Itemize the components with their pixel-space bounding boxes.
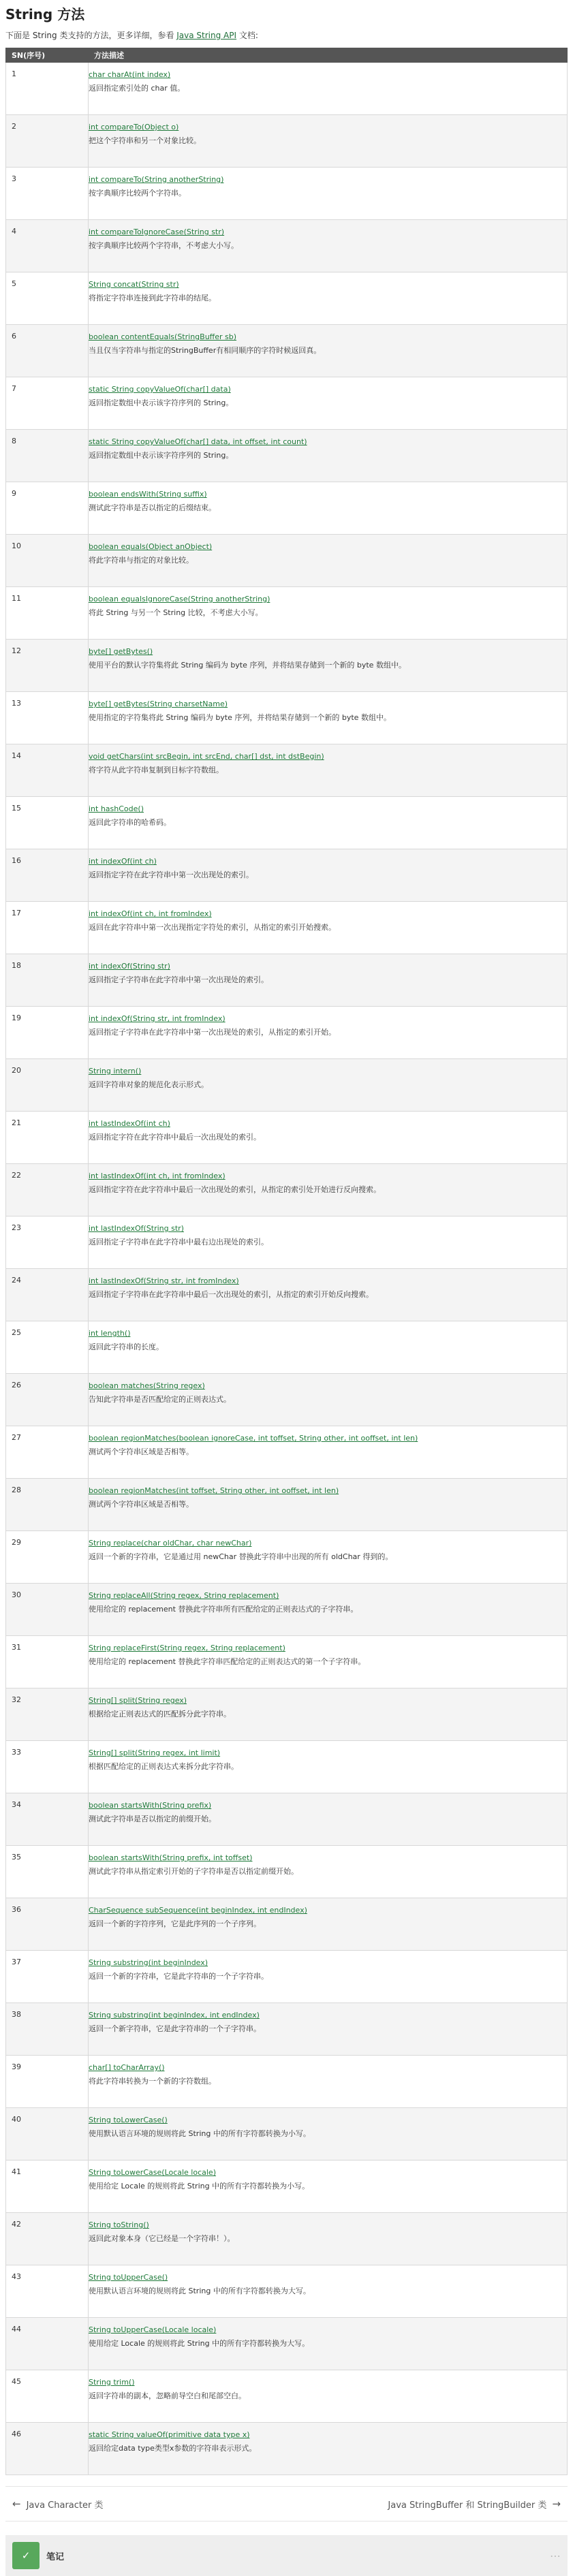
row-description	[89, 1321, 568, 1374]
method-description: 使用指定的字符集将此 String 编码为 byte 序列，并将结果存储到一个新的 byte 数组中。	[89, 713, 391, 722]
intro-text	[5, 30, 568, 41]
method-description: 返回指定子字符串在此字符串中最右边出现处的索引。	[89, 1238, 268, 1246]
row-number: 13	[6, 692, 89, 744]
table-row	[6, 692, 568, 744]
row-number: 37	[6, 1951, 89, 2003]
method-signature-link[interactable]: char[] toCharArray()	[89, 2063, 165, 2072]
table-row	[6, 63, 568, 115]
method-description: 返回指定字符在此字符串中最后一次出现处的索引，从指定的索引处开始进行反向搜索。	[89, 1185, 381, 1194]
row-description	[89, 849, 568, 902]
row-description	[89, 1426, 568, 1479]
method-description: 使用给定 Locale 的规则将此 String 中的所有字符都转换为大写。	[89, 2339, 310, 2348]
method-signature-link[interactable]: boolean startsWith(String prefix)	[89, 1801, 212, 1810]
row-description	[89, 2003, 568, 2056]
more-icon[interactable]: ⋯	[550, 2549, 561, 2562]
method-signature-link[interactable]: boolean equals(Object anObject)	[89, 542, 213, 551]
row-description	[89, 1951, 568, 2003]
method-signature-link[interactable]: String trim()	[89, 2378, 135, 2387]
row-number: 16	[6, 849, 89, 902]
table-row	[6, 1741, 568, 1793]
method-signature-link[interactable]: String toLowerCase(Locale locale)	[89, 2168, 216, 2177]
method-signature-link[interactable]: String replaceAll(String regex, String replacement)	[89, 1591, 279, 1600]
row-description	[89, 168, 568, 220]
method-description: 将此字符串转换为一个新的字符数组。	[89, 2077, 216, 2086]
row-number: 28	[6, 1479, 89, 1531]
method-signature-link[interactable]: int hashCode()	[89, 804, 144, 813]
row-description	[89, 1164, 568, 1216]
row-description	[89, 272, 568, 325]
row-number: 17	[6, 902, 89, 954]
method-signature-link[interactable]: String toString()	[89, 2220, 149, 2229]
method-signature-link[interactable]: int lastIndexOf(int ch)	[89, 1119, 170, 1128]
table-row	[6, 1479, 568, 1531]
row-description	[89, 692, 568, 744]
method-signature-link[interactable]: boolean startsWith(String prefix, int toffset)	[89, 1853, 253, 1862]
table-row	[6, 2370, 568, 2423]
method-description: 测试两个字符串区域是否相等。	[89, 1500, 193, 1509]
table-row	[6, 2318, 568, 2370]
row-description	[89, 1007, 568, 1059]
row-description	[89, 1741, 568, 1793]
method-signature-link[interactable]: static String valueOf(primitive data type x)	[89, 2430, 250, 2439]
method-signature-link[interactable]: boolean regionMatches(boolean ignoreCase, int toffset, String other, int ooffset, int len)	[89, 1434, 418, 1443]
table-row	[6, 115, 568, 168]
method-signature-link[interactable]: int compareToIgnoreCase(String str)	[89, 227, 225, 236]
row-number: 19	[6, 1007, 89, 1059]
table-row	[6, 902, 568, 954]
row-description	[89, 2265, 568, 2318]
arrow-left-icon: ←	[12, 2498, 21, 2510]
row-description	[89, 2318, 568, 2370]
method-description: 返回指定数组中表示该字符序列的 String。	[89, 398, 234, 407]
row-number: 46	[6, 2423, 89, 2475]
method-description: 测试此字符串是否以指定的后缀结束。	[89, 503, 216, 512]
method-signature-link[interactable]: String toUpperCase(Locale locale)	[89, 2325, 217, 2334]
row-description	[89, 1584, 568, 1636]
row-description	[89, 1112, 568, 1164]
method-signature-link[interactable]: int indexOf(int ch)	[89, 857, 157, 866]
method-description: 返回指定子字符串在此字符串中第一次出现处的索引，从指定的索引开始。	[89, 1028, 336, 1037]
table-row	[6, 1216, 568, 1269]
intro-prefix: 下面是 String 类支持的方法，更多详细，参看	[5, 31, 177, 40]
method-signature-link[interactable]: int lastIndexOf(int ch, int fromIndex)	[89, 1172, 226, 1180]
method-description: 根据匹配给定的正则表达式来拆分此字符串。	[89, 1762, 238, 1771]
table-row	[6, 2265, 568, 2318]
method-description: 使用默认语言环境的规则将此 String 中的所有字符都转换为大写。	[89, 2287, 311, 2295]
method-description: 使用默认语言环境的规则将此 String 中的所有字符都转换为小写。	[89, 2129, 311, 2138]
row-description	[89, 430, 568, 482]
row-number: 44	[6, 2318, 89, 2370]
page-title: String 方法	[5, 6, 85, 22]
arrow-right-icon: →	[552, 2498, 561, 2510]
row-number: 5	[6, 272, 89, 325]
method-description: 返回字符串对象的规范化表示形式。	[89, 1080, 208, 1089]
row-description	[89, 377, 568, 430]
method-signature-link[interactable]: boolean matches(String regex)	[89, 1381, 205, 1390]
prev-page-label: Java Character 类	[26, 2500, 104, 2511]
method-signature-link[interactable]: String[] split(String regex, int limit)	[89, 1748, 221, 1757]
column-header-description: 方法描述	[89, 48, 568, 63]
method-signature-link[interactable]: int indexOf(String str, int fromIndex)	[89, 1014, 226, 1023]
row-description	[89, 325, 568, 377]
method-description: 返回此对象本身（它已经是一个字符串！）。	[89, 2234, 235, 2243]
row-number: 33	[6, 1741, 89, 1793]
method-signature-link[interactable]: String intern()	[89, 1067, 142, 1075]
row-description	[89, 2213, 568, 2265]
row-description	[89, 1374, 568, 1426]
row-number: 22	[6, 1164, 89, 1216]
table-row	[6, 1426, 568, 1479]
method-description: 返回指定子字符串在此字符串中第一次出现处的索引。	[89, 975, 268, 984]
row-number: 10	[6, 535, 89, 587]
method-signature-link[interactable]: String concat(String str)	[89, 280, 179, 289]
row-description	[89, 640, 568, 692]
row-description	[89, 1898, 568, 1951]
row-description	[89, 63, 568, 115]
row-number: 4	[6, 220, 89, 272]
method-description: 根据给定正则表达式的匹配拆分此字符串。	[89, 1710, 231, 1718]
method-description: 使用给定的 replacement 替换此字符串匹配给定的正则表达式的第一个子字符串。	[89, 1657, 366, 1666]
row-description	[89, 2056, 568, 2108]
table-row	[6, 1059, 568, 1112]
table-row	[6, 168, 568, 220]
method-description: 将此 String 与另一个 String 比较，不考虑大小写。	[89, 608, 263, 617]
row-description	[89, 1531, 568, 1584]
method-description: 把这个字符串和另一个对象比较。	[89, 136, 201, 145]
table-header-row	[6, 48, 568, 63]
row-description	[89, 220, 568, 272]
method-description: 返回指定字符在此字符串中第一次出现处的索引。	[89, 870, 253, 879]
table-row	[6, 1951, 568, 2003]
method-signature-link[interactable]: boolean endsWith(String suffix)	[89, 490, 207, 499]
method-signature-link[interactable]: int lastIndexOf(String str)	[89, 1224, 184, 1233]
table-row	[6, 640, 568, 692]
column-header-sn: SN(序号)	[6, 48, 89, 63]
row-description	[89, 2108, 568, 2161]
method-signature-link[interactable]: String[] split(String regex)	[89, 1696, 187, 1705]
method-description: 返回指定数组中表示该字符序列的 String。	[89, 451, 234, 460]
method-description: 测试两个字符串区域是否相等。	[89, 1447, 193, 1456]
row-number: 40	[6, 2108, 89, 2161]
row-number: 8	[6, 430, 89, 482]
row-number: 1	[6, 63, 89, 115]
row-description	[89, 2423, 568, 2475]
row-description	[89, 2370, 568, 2423]
methods-table	[5, 48, 568, 2475]
row-number: 43	[6, 2265, 89, 2318]
table-row	[6, 1584, 568, 1636]
row-description	[89, 1479, 568, 1531]
method-description: 返回一个新字符串，它是此字符串的一个子字符串。	[89, 2024, 261, 2033]
method-signature-link[interactable]: int length()	[89, 1329, 131, 1338]
row-description	[89, 482, 568, 535]
row-number: 9	[6, 482, 89, 535]
method-description: 返回指定字符在此字符串中最后一次出现处的索引。	[89, 1133, 261, 1142]
row-description	[89, 1636, 568, 1688]
prev-page-link[interactable]	[12, 2498, 103, 2511]
table-row	[6, 1846, 568, 1898]
method-description: 将字符从此字符串复制到目标字符数组。	[89, 766, 223, 774]
table-row	[6, 1321, 568, 1374]
method-signature-link[interactable]: String substring(int beginIndex)	[89, 1958, 208, 1967]
method-signature-link[interactable]: int indexOf(String str)	[89, 962, 170, 971]
row-number: 32	[6, 1688, 89, 1741]
row-number: 27	[6, 1426, 89, 1479]
method-description: 测试此字符串从指定索引开始的子字符串是否以指定前缀开始。	[89, 1867, 298, 1876]
row-number: 24	[6, 1269, 89, 1321]
method-description: 按字典顺序比较两个字符串，不考虑大小写。	[89, 241, 238, 250]
row-description	[89, 115, 568, 168]
row-description	[89, 1846, 568, 1898]
method-description: 返回指定索引处的 char 值。	[89, 84, 185, 93]
row-description	[89, 902, 568, 954]
table-row	[6, 587, 568, 640]
row-description	[89, 797, 568, 849]
next-page-link[interactable]	[388, 2498, 561, 2511]
row-description	[89, 535, 568, 587]
method-signature-link[interactable]: byte[] getBytes()	[89, 647, 153, 656]
table-row	[6, 954, 568, 1007]
row-number: 12	[6, 640, 89, 692]
method-description: 使用给定的 replacement 替换此字符串所有匹配给定的正则表达式的子字符串。	[89, 1605, 358, 1614]
notes-section-header[interactable]	[12, 2542, 64, 2569]
row-description	[89, 1793, 568, 1846]
row-number: 26	[6, 1374, 89, 1426]
method-description: 返回字符串的副本，忽略前导空白和尾部空白。	[89, 2391, 246, 2400]
row-number: 23	[6, 1216, 89, 1269]
row-number: 29	[6, 1531, 89, 1584]
method-description: 告知此字符串是否匹配给定的正则表达式。	[89, 1395, 231, 1404]
row-description	[89, 744, 568, 797]
method-description: 返回此字符串的长度。	[89, 1342, 164, 1351]
table-row	[6, 2056, 568, 2108]
row-number: 30	[6, 1584, 89, 1636]
method-description: 测试此字符串是否以指定的前缀开始。	[89, 1815, 216, 1823]
row-number: 7	[6, 377, 89, 430]
method-description: 按字典顺序比较两个字符串。	[89, 189, 186, 198]
table-row	[6, 325, 568, 377]
table-row	[6, 1531, 568, 1584]
method-description: 当且仅当字符串与指定的StringBuffer有相同顺序的字符时候返回真。	[89, 346, 322, 355]
row-number: 31	[6, 1636, 89, 1688]
method-description: 使用给定 Locale 的规则将此 String 中的所有字符都转换为小写。	[89, 2182, 310, 2190]
method-description: 返回指定子字符串在此字符串中最后一次出现处的索引，从指定的索引开始反向搜索。	[89, 1290, 373, 1299]
table-row	[6, 482, 568, 535]
row-number: 21	[6, 1112, 89, 1164]
row-description	[89, 1216, 568, 1269]
table-row	[6, 2213, 568, 2265]
row-number: 42	[6, 2213, 89, 2265]
table-row	[6, 1164, 568, 1216]
table-row	[6, 797, 568, 849]
method-signature-link[interactable]: void getChars(int srcBegin, int srcEnd, char[] dst, int dstBegin)	[89, 752, 324, 761]
row-number: 39	[6, 2056, 89, 2108]
row-number: 15	[6, 797, 89, 849]
method-description: 返回一个新的字符串，它是通过用 newChar 替换此字符串中出现的所有 oldChar 得到的。	[89, 1552, 393, 1561]
table-row	[6, 1269, 568, 1321]
row-description	[89, 1059, 568, 1112]
method-description: 返回一个新的字符串，它是此字符串的一个子字符串。	[89, 1972, 268, 1981]
row-number: 2	[6, 115, 89, 168]
table-row	[6, 1112, 568, 1164]
footer-bar	[5, 2535, 568, 2576]
row-number: 25	[6, 1321, 89, 1374]
row-number: 41	[6, 2161, 89, 2213]
table-row	[6, 849, 568, 902]
method-signature-link[interactable]: String replace(char oldChar, char newChar)	[89, 1539, 252, 1548]
table-row	[6, 2423, 568, 2475]
table-row	[6, 744, 568, 797]
method-signature-link[interactable]: char charAt(int index)	[89, 70, 171, 79]
table-row	[6, 1636, 568, 1688]
method-signature-link[interactable]: String toLowerCase()	[89, 2116, 168, 2124]
table-row	[6, 535, 568, 587]
method-description: 返回给定data type类型x参数的字符串表示形式。	[89, 2444, 257, 2453]
java-string-api-link[interactable]: Java String API	[176, 31, 237, 40]
row-number: 45	[6, 2370, 89, 2423]
method-signature-link[interactable]: boolean regionMatches(int toffset, String other, int ooffset, int len)	[89, 1486, 339, 1495]
row-description	[89, 587, 568, 640]
row-description	[89, 954, 568, 1007]
row-description	[89, 2161, 568, 2213]
method-signature-link[interactable]: int compareTo(Object o)	[89, 123, 179, 131]
method-description: 将指定字符串连接到此字符串的结尾。	[89, 294, 216, 302]
intro-suffix: 文档:	[236, 31, 258, 40]
row-number: 35	[6, 1846, 89, 1898]
table-row	[6, 2003, 568, 2056]
method-signature-link[interactable]: String replaceFirst(String regex, String replacement)	[89, 1644, 285, 1652]
table-row	[6, 272, 568, 325]
method-signature-link[interactable]: boolean equalsIgnoreCase(String anotherString)	[89, 595, 270, 603]
row-number: 6	[6, 325, 89, 377]
method-signature-link[interactable]: byte[] getBytes(String charsetName)	[89, 700, 228, 708]
method-signature-link[interactable]: int compareTo(String anotherString)	[89, 175, 224, 184]
method-signature-link[interactable]: static String copyValueOf(char[] data, int offset, int count)	[89, 437, 307, 446]
row-number: 36	[6, 1898, 89, 1951]
row-number: 14	[6, 744, 89, 797]
method-description: 返回在此字符串中第一次出现指定字符处的索引，从指定的索引开始搜索。	[89, 923, 336, 932]
table-row	[6, 1793, 568, 1846]
method-signature-link[interactable]: String substring(int beginIndex, int endIndex)	[89, 2011, 260, 2020]
row-number: 3	[6, 168, 89, 220]
method-signature-link[interactable]: boolean contentEquals(StringBuffer sb)	[89, 332, 237, 341]
row-description	[89, 1269, 568, 1321]
table-row	[6, 377, 568, 430]
page-navigation	[5, 2486, 568, 2522]
method-signature-link[interactable]: CharSequence subSequence(int beginIndex, int endIndex)	[89, 1906, 307, 1915]
method-signature-link[interactable]: int lastIndexOf(String str, int fromIndex)	[89, 1276, 239, 1285]
table-row	[6, 1898, 568, 1951]
method-signature-link[interactable]: static String copyValueOf(char[] data)	[89, 385, 231, 394]
row-description	[89, 1688, 568, 1741]
table-row	[6, 1374, 568, 1426]
table-row	[6, 2161, 568, 2213]
method-description: 使用平台的默认字符集将此 String 编码为 byte 序列，并将结果存储到一个新的 byte 数组中。	[89, 661, 406, 670]
method-description: 返回一个新的字符序列，它是此序列的一个子序列。	[89, 1919, 261, 1928]
next-page-label: Java StringBuffer 和 StringBuilder 类	[388, 2500, 547, 2511]
table-row	[6, 2108, 568, 2161]
row-number: 18	[6, 954, 89, 1007]
table-row	[6, 430, 568, 482]
methods-table-body	[6, 63, 568, 2475]
method-signature-link[interactable]: int indexOf(int ch, int fromIndex)	[89, 909, 212, 918]
notes-label: 笔记	[46, 2551, 65, 2562]
row-number: 34	[6, 1793, 89, 1846]
table-row	[6, 1007, 568, 1059]
logo-icon: ✓	[12, 2542, 40, 2569]
method-description: 将此字符串与指定的对象比较。	[89, 556, 193, 565]
row-number: 11	[6, 587, 89, 640]
row-number: 20	[6, 1059, 89, 1112]
table-row	[6, 220, 568, 272]
method-signature-link[interactable]: String toUpperCase()	[89, 2273, 168, 2282]
row-number: 38	[6, 2003, 89, 2056]
method-description: 返回此字符串的哈希码。	[89, 818, 171, 827]
table-row	[6, 1688, 568, 1741]
